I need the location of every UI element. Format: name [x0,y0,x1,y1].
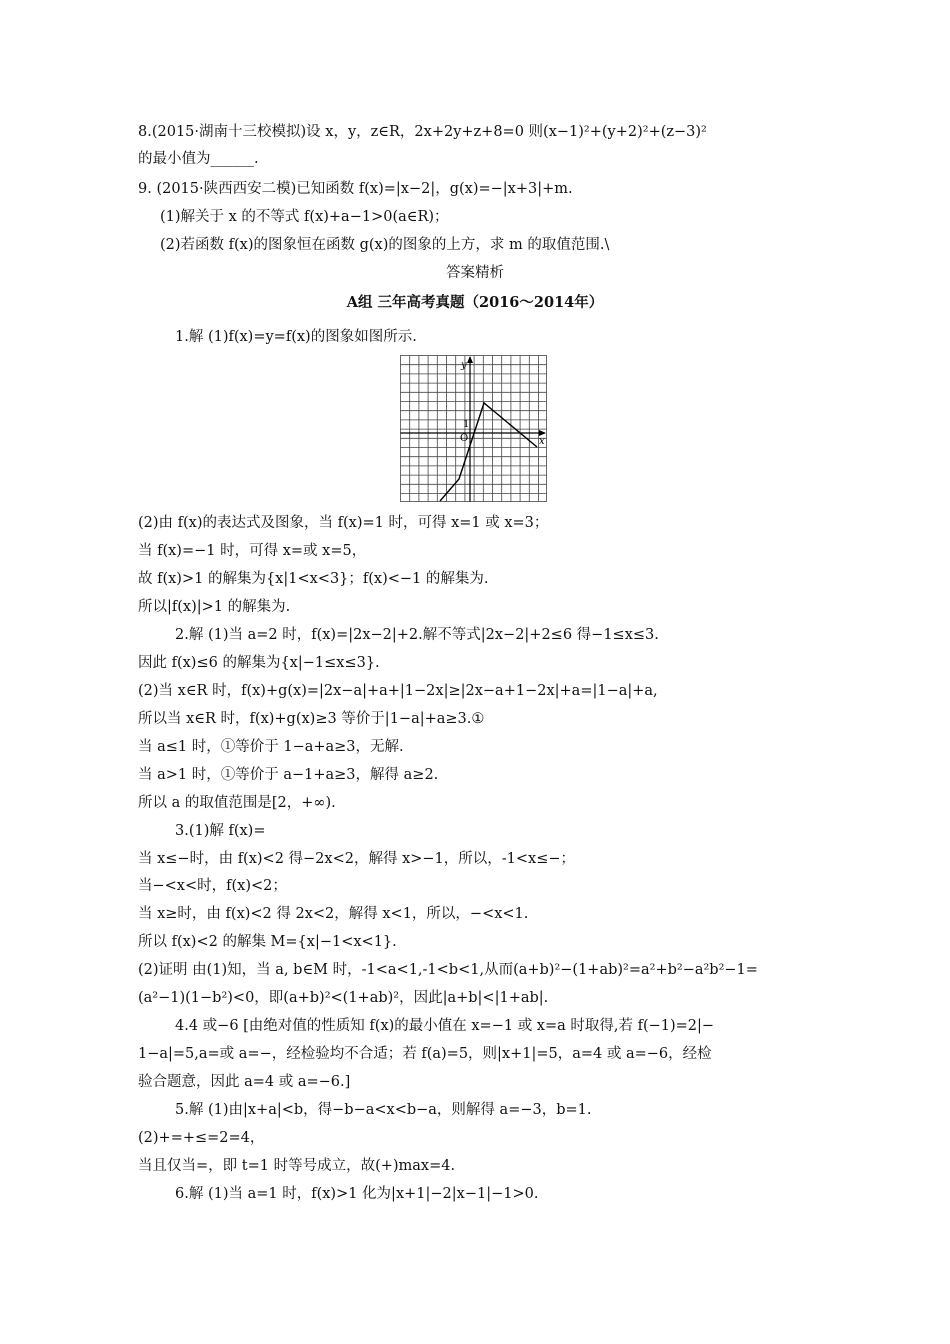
function-graph [400,355,548,503]
answer-2-line-6: 当 a>1 时，①等价于 a−1+a≥3，解得 a≥2. [138,767,439,783]
answer-6-line-1: 6.解 (1)当 a=1 时，f(x)>1 化为|x+1|−2|x−1|−1>0. [175,1186,539,1202]
problem-8-line-1: 8.(2015·湖南十三校模拟)设 x，y，z∈R，2x+2y+z+8=0 则(x−1)²+(y+2)²+(z−3)² [138,124,707,140]
group-title: A组 三年高考真题（2016～2014年） [346,294,604,311]
answer-3-line-3: 当−<x<时，f(x)<2； [138,878,287,894]
function-curve [440,403,537,501]
answer-2-line-2: 因此 f(x)≤6 的解集为{x|−1≤x≤3}. [138,655,380,671]
answer-1-line-3: 当 f(x)=−1 时，可得 x=或 x=5， [138,543,367,559]
answer-5-line-3: 当且仅当=，即 t=1 时等号成立，故(+)max=4. [138,1158,456,1174]
x-axis-label: x [539,436,545,447]
answer-3-line-1: 3.(1)解 f(x)= [175,823,266,839]
answer-4-line-3: 验合题意，因此 a=4 或 a=−6.] [138,1074,351,1090]
answer-2-line-5: 当 a≤1 时，①等价于 1−a+a≥3，无解. [138,739,404,755]
y-axis-label: y [461,360,467,371]
graph-grid [401,356,547,502]
answer-3-line-2: 当 x≤−时，由 f(x)<2 得−2x<2，解得 x>−1，所以，-1<x≤−； [138,851,576,867]
origin-label: O [460,433,469,444]
answer-1-line-1: 1.解 (1)f(x)=y=f(x)的图象如图所示. [175,329,417,345]
answer-5-line-1: 5.解 (1)由|x+a|<b，得−b−a<x<b−a，则解得 a=−3，b=1. [175,1102,592,1118]
answers-heading: 答案精析 [446,265,504,281]
answer-3-line-5: 所以 f(x)<2 的解集 M={x|−1<x<1}. [138,934,397,950]
answer-3-line-6: (2)证明 由(1)知，当 a, b∈M 时，-1<a<1,-1<b<1,从而(a+b)²−(1+ab)²=a²+b²−a²b²−1= [138,962,758,978]
answer-1-line-2: (2)由 f(x)的表达式及图象，当 f(x)=1 时，可得 x=1 或 x=3； [138,515,549,531]
problem-8-line-2: 的最小值为______. [138,151,259,167]
answer-2-line-3: (2)当 x∈R 时，f(x)+g(x)=|2x−a|+a+|1−2x|≥|2x−a+1−2x|+a=|1−a|+a, [138,683,658,699]
problem-9-line-1: 9. (2015·陕西西安二模)已知函数 f(x)=|x−2|，g(x)=−|x+3|+m. [138,181,573,197]
answer-2-line-7: 所以 a 的取值范围是[2，+∞). [138,795,336,811]
problem-9-part-2: (2)若函数 f(x)的图象恒在函数 g(x)的图象的上方，求 m 的取值范围.\ [160,237,610,253]
answer-1-line-4: 故 f(x)>1 的解集为{x|1<x<3}；f(x)<−1 的解集为. [138,571,489,587]
answer-1-line-5: 所以|f(x)|>1 的解集为. [138,599,291,615]
answer-2-line-1: 2.解 (1)当 a=2 时，f(x)=|2x−2|+2.解不等式|2x−2|+2≤6 得−1≤x≤3. [175,627,659,643]
answer-4-line-1: 4.4 或−6 [由绝对值的性质知 f(x)的最小值在 x=−1 或 x=a 时取得,若 f(−1)=2|− [175,1018,715,1034]
answer-2-line-4: 所以当 x∈R 时，f(x)+g(x)≥3 等价于|1−a|+a≥3.① [138,711,485,727]
answer-3-line-7: (a²−1)(1−b²)<0，即(a+b)²<(1+ab)²，因此|a+b|<|1+ab|. [138,990,549,1006]
answer-3-line-4: 当 x≥时，由 f(x)<2 得 2x<2，解得 x<1，所以，−<x<1. [138,906,529,922]
problem-9-part-1: (1)解关于 x 的不等式 f(x)+a−1>0(a∈R)； [160,209,449,225]
answer-5-line-2: (2)+=+≤=2=4， [138,1130,265,1146]
unit-label: 1 [463,419,470,430]
answer-4-line-2: 1−a|=5,a=或 a=−，经检验均不合适；若 f(a)=5，则|x+1|=5，a=4 或 a=−6，经检 [138,1046,712,1062]
y-axis-arrow [467,356,473,363]
